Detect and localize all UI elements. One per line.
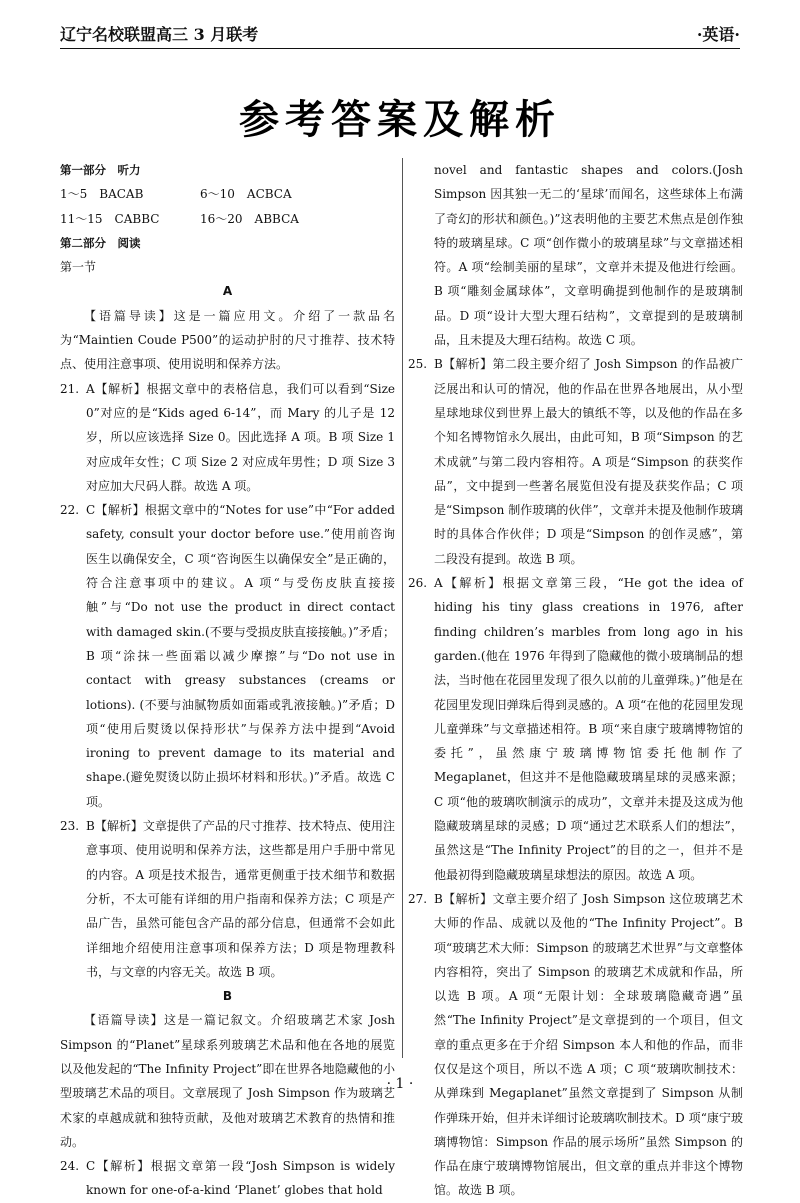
- answer-range: 1～5 BACAB: [60, 187, 144, 202]
- question-24: [60, 1154, 395, 1203]
- section-heading-reading: 第二部分 阅读: [60, 235, 141, 250]
- question-explanation: B【解析】文章提供了产品的尺寸推荐、技术特点、使用注意事项、使用说明和保养方法，这些都是用户手册中常见的内容。A 项是技术报告，通常更侧重于技术细节和数据分析，不太可能有详细的用户指南和保养方法；C 项是产品广告，虽然可能包含产品的部分信息，但通常不会如此详细地介绍使用注意事项和保养方法；D 项是物理教科书，与文章的内容无关。故选 B 项。: [86, 819, 395, 979]
- question-number: 22.: [60, 503, 80, 518]
- question-number: 24.: [60, 1159, 80, 1174]
- question-number: 26.: [408, 576, 428, 591]
- question-explanation: B【解析】第二段主要介绍了 Josh Simpson 的作品被广泛展出和认可的情况，他的作品在世界各地展出，从小型星球地球仪到世界上最大的镇纸不等，以及他的作品在多个知名博物馆永久展出，由此可知，B 项“Simpson 的艺术成就”与第二段内容相符。A 项是“Simpson 的获奖作品”，文中提到一些著名展览但没有提及获奖作品；C 项是“Simpson 制作玻璃的伙伴”，文章并未提及他制作玻璃时的具体合作伙伴；D 项是“Simpson 的创作灵感”，第二段没有提到。故选 B 项。: [434, 357, 743, 566]
- left-column: [60, 158, 395, 1198]
- question-explanation: A【解析】根据文章中的表格信息，我们可以看到“Size 0”对应的是“Kids aged 6-14”，而 Mary 的儿子是 12 岁，所以应该选择 Size 0。因此选择 A 项。B 项 Size 1 对应成年女性；C 项 Size 2 对应成年男性；D 项 Size 3 对应加大尺码人群。故选 A 项。: [86, 381, 395, 493]
- passage-a-intro: 【语篇导读】这是一篇应用文。介绍了一款品名为“Maintien Coude P500”的运动护肘的尺寸推荐、技术特点、使用注意事项、使用说明和保养方法。: [60, 308, 395, 372]
- right-column: [408, 158, 743, 1198]
- question-26: [408, 571, 743, 887]
- page-number: · 1 ·: [386, 1076, 414, 1092]
- passage-letter-b: B: [222, 989, 233, 1004]
- column-divider: [402, 158, 403, 1058]
- question-number: 23.: [60, 819, 80, 834]
- answer-range: 6～10 ACBCA: [200, 187, 292, 202]
- answer-range: 16～20 ABBCA: [200, 211, 299, 226]
- subject-label: ·英语·: [696, 25, 740, 44]
- page-title: 参考答案及解析: [239, 97, 561, 143]
- answer-row: [60, 182, 395, 206]
- question-22: [60, 498, 395, 814]
- question-24-continued: novel and fantastic shapes and colors.(Josh Simpson 因其独一无二的‘星球’而闻名，这些球体上布满了奇幻的形状和颜色。)”这表明他的主要艺术焦点是创作独特的玻璃星球。C 项“创作微小的玻璃星球”与文章描述相符。A 项“绘制美丽的星球”，文章并未提及他进行绘画。B 项“雕刻金属球体”，文章明确提到他制作的是玻璃制品。D 项“设计大型大理石结构”，文章提到的是玻璃制品，且未提及大理石结构。故选 C 项。: [434, 163, 743, 348]
- answer-range: 11～15 CABBC: [60, 211, 160, 226]
- page-header: [60, 14, 740, 49]
- question-explanation: C【解析】根据文章中的“Notes for use”中“For added safety, consult your doctor before use.”使用前咨询医生以确保安全，C 项“咨询医生以确保安全”是正确的，符合注意事项中的建议。A 项“与受伤皮肤直接接触”与“Do not use the product in direct contact with damaged skin.(不要与受损皮肤直接接触。)”矛盾；B 项“涂抹一些面霜以减少摩擦”与“Do not use in contact with greasy substances (creams or lotions). (不要与油腻物质如面霜或乳液接触。)”矛盾；D 项“使用后熨烫以保持形状”与保养方法中提到“Avoid ironing to prevent damage to its material and shape.(避免熨烫以防止损坏材料和形状。)”矛盾。故选 C 项。: [86, 503, 395, 809]
- question-21: [60, 377, 395, 498]
- subsection-label: 第一节: [60, 260, 97, 275]
- passage-letter-a: A: [222, 284, 233, 299]
- question-23: [60, 814, 395, 984]
- section-heading-listening: 第一部分 听力: [60, 163, 141, 177]
- passage-b-intro: 【语篇导读】这是一篇记叙文。介绍玻璃艺术家 Josh Simpson 的“Planet”星球系列玻璃艺术品和他在各地的展览以及他发起的“The Infinity Project”即在世界各地隐藏他的小型玻璃艺术品的项目。文章展现了 Josh Simpson 作为玻璃艺术家的卓越成就和独特贡献，及他对玻璃艺术教育的热情和推动。: [60, 1013, 395, 1149]
- answer-row: [60, 207, 395, 231]
- question-27: [408, 887, 743, 1203]
- question-explanation: B【解析】文章主要介绍了 Josh Simpson 这位玻璃艺术大师的作品、成就以及他的“The Infinity Project”。B 项“玻璃艺术大师：Simpson 的玻璃艺术世界”与文章整体内容相符，突出了 Simpson 的玻璃艺术成就和作品，所以选 B 项。A 项“无限计划：全球玻璃隐藏奇遇”虽然“The Infinity Project”是文章提到的一个项目，但文章的重点更多在于介绍 Simpson 本人和他的作品，而非仅仅是这个项目，所以不选 A 项；C 项“玻璃吹制技术：从弹珠到 Megaplanet”虽然文章提到了 Simpson 从制作弹珠开始，但并未详细讨论玻璃吹制技术。D 项“康宁玻璃博物馆：Simpson 作品的展示场所”虽然 Simpson 的作品在康宁玻璃博物馆展出，但文章的重点并非这个博物馆。故选 B 项。: [434, 891, 743, 1198]
- question-number: 21.: [60, 381, 80, 396]
- question-explanation: A【解析】根据文章第三段，“He got the idea of hiding his tiny glass creations in 1976, after finding children’s marbles from long ago in his garden.(他在 1976 年得到了隐藏他的微小玻璃制品的想法，当时他在花园里发现了很久以前的儿童弹珠。)”他是在花园里发现旧弹珠后得到灵感的。A 项“在他的花园里发现儿童弹珠”与文章描述相符。B 项“来自康宁玻璃博物馆的委托”，虽然康宁玻璃博物馆委托他制作了 Megaplanet，但这并不是他隐藏玻璃星球的灵感来源；C 项“他的玻璃吹制演示的成功”，文章并未提及这成为他隐藏玻璃星球的灵感；D 项“通过艺术联系人们的想法”，虽然这是“The Infinity Project”的目的之一，但并不是他最初得到隐藏玻璃星球想法的原因。故选 A 项。: [434, 576, 743, 882]
- question-number: 27.: [408, 891, 428, 906]
- exam-name: 辽宁名校联盟高三 3 月联考: [60, 25, 259, 44]
- question-explanation: C【解析】根据文章第一段“Josh Simpson is widely known for one-of-a-kind ‘Planet’ globes that hold: [86, 1159, 395, 1198]
- question-25: [408, 352, 743, 571]
- question-number: 25.: [408, 357, 428, 372]
